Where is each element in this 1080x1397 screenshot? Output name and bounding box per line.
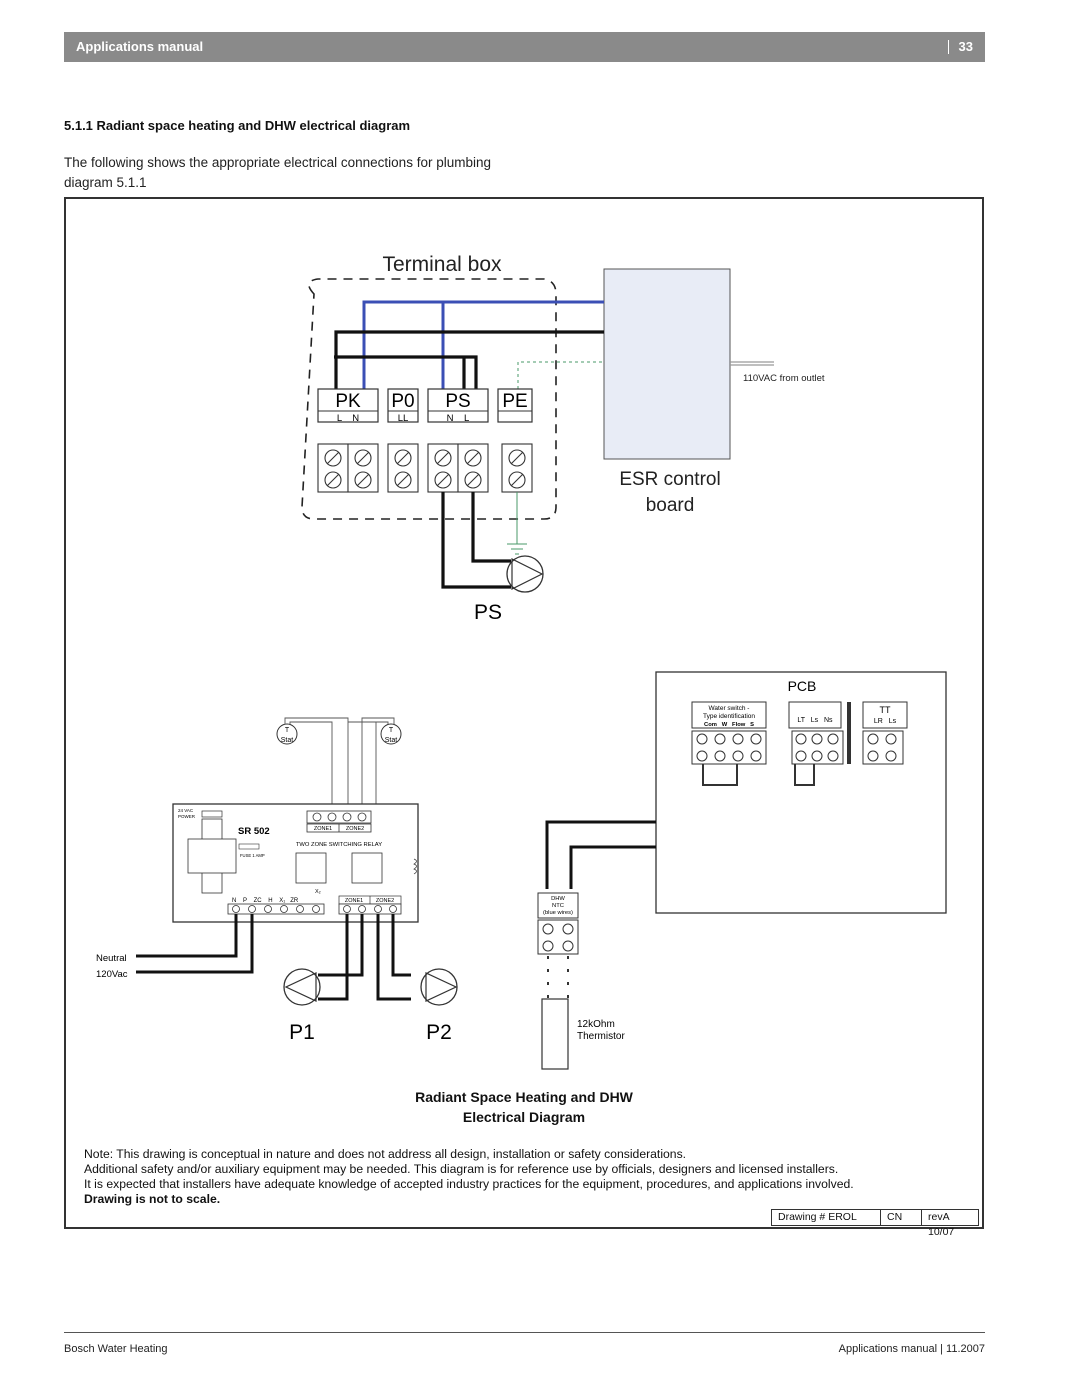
footer-rule: [64, 1332, 985, 1333]
drawing-code: CN: [881, 1210, 922, 1225]
drawing-number: Drawing # EROL: [772, 1210, 881, 1225]
terminal-pk-label: PK: [335, 391, 361, 412]
drawing-tag: [771, 1209, 979, 1238]
stat-2-label: Stat: [384, 737, 398, 744]
p2-wire-2: [393, 914, 411, 975]
relay-x2: X₂: [315, 889, 321, 895]
header-title: Applications manual: [76, 39, 204, 54]
note-prefix: Note:: [84, 1147, 114, 1161]
pcb-divider: [847, 702, 851, 764]
electrical-diagram: [66, 199, 982, 1079]
relay-bottom-pins: N P ZC H X₁ ZR: [232, 898, 299, 904]
green-ground-wire: [518, 362, 604, 389]
esr-label-1: ESR control: [619, 469, 721, 490]
pump-ps-label: PS: [473, 601, 503, 624]
stat-1-label: Stat: [280, 737, 294, 744]
pcb-title: PCB: [787, 678, 817, 694]
voltage-label: 120Vac: [96, 969, 128, 980]
figure-caption: [66, 1087, 982, 1127]
pump-p2-label: P2: [426, 1021, 452, 1044]
header-bar: [64, 32, 985, 62]
pump-ps-wire-2: [473, 492, 511, 561]
note-line-1: This drawing is conceptual in nature and does not address all design, installation or safety considerations.: [113, 1147, 687, 1161]
footer-left: Bosch Water Heating: [64, 1343, 168, 1355]
esr-board: [604, 269, 730, 459]
relay-power-2: POWER: [178, 814, 196, 819]
black-wire-1: [336, 332, 604, 389]
pump-p1-label: P1: [289, 1021, 315, 1044]
caption-line-2: Electrical Diagram: [462, 1109, 586, 1125]
header-separator: [948, 40, 949, 54]
relay-title: TWO ZONE SWITCHING RELAY: [295, 842, 383, 848]
stat-2-t: T: [388, 727, 394, 734]
footer-right: Applications manual | 11.2007: [838, 1343, 985, 1355]
note-line-3: It is expected that installers have adequate knowledge of accepted industry practices for the equipment, procedures, and applications involved.: [84, 1177, 854, 1191]
relay-1-icon: [296, 853, 326, 883]
intro-paragraph: The following shows the appropriate electrical connections for plumbing diagram 5.1.1: [64, 155, 491, 190]
relay-bottom-terminals: [228, 904, 401, 914]
relay-fuse: FUSE 1 AMP: [240, 853, 265, 858]
note-line-4: Drawing is not to scale.: [84, 1192, 221, 1206]
dhw-line2: NTC: [552, 903, 564, 909]
terminal-pk-pins: L N: [336, 413, 360, 424]
drawing-revision: revA 10/07: [928, 1211, 955, 1238]
thermistor-line1: 12kOhm: [577, 1019, 615, 1030]
caption-line-1: Radiant Space Heating and DHW: [415, 1089, 633, 1105]
relay-model: SR 502: [238, 826, 270, 837]
figure-frame: [64, 197, 984, 1238]
terminal-ps-pins: N L: [446, 413, 470, 424]
stat-1-t: T: [284, 727, 290, 734]
relay-bottom-zone1: ZONE1: [344, 898, 364, 904]
thermistor-icon: [542, 999, 568, 1069]
water-switch-line2: Type identification: [702, 713, 756, 720]
dhw-wire-2: [571, 847, 656, 889]
lt-label-box: [789, 702, 841, 728]
page-number: 33: [958, 39, 973, 54]
pump-p1-icon: [284, 969, 320, 1005]
dhw-screw-terminals: [538, 920, 578, 954]
relay-bottom-zone2: ZONE2: [375, 898, 395, 904]
dhw-line1: DHW: [551, 896, 565, 902]
terminal-p0-pins: LL: [397, 413, 409, 424]
dhw-line3: (blue wires): [543, 910, 573, 916]
terminal-p0-label: P0: [391, 391, 415, 412]
water-switch-line1: Water switch -: [708, 705, 750, 712]
stat-1-wire-2: [328, 718, 348, 811]
dhw-wire-1: [547, 822, 656, 889]
note-line-2: Additional safety and/or auxiliary equipment may be needed. This diagram is for reference use by officials, designers and licensed installers.: [84, 1162, 839, 1176]
pcb-screw-terminals: [692, 731, 903, 764]
esr-label-2: board: [645, 495, 695, 516]
p1-wire-2: [318, 914, 362, 975]
terminal-screw-block: [318, 444, 532, 492]
pump-ps-wire-1: [443, 492, 511, 587]
water-switch-pins: Com W Flow S: [704, 722, 754, 728]
tt-pins: LR Ls: [873, 718, 897, 725]
thermistor-line2: Thermistor: [577, 1031, 625, 1042]
relay-top-zone1: ZONE1: [313, 826, 333, 832]
terminal-ps-label: PS: [445, 391, 471, 412]
disclaimer-note: [84, 1147, 964, 1207]
relay-2-icon: [352, 853, 382, 883]
terminal-pe-label: PE: [502, 391, 528, 412]
blue-wire-1: [364, 302, 604, 389]
lt-pins: LT Ls Ns: [797, 717, 833, 724]
p1-wire-1: [318, 914, 347, 999]
relay-power-1: 24 VAC: [178, 808, 194, 813]
terminal-box-title: Terminal box: [382, 253, 502, 276]
tt-title: TT: [879, 705, 891, 715]
neutral-label: Neutral: [96, 953, 127, 964]
black-wire-2: [334, 357, 476, 389]
section-heading: 5.1.1 Radiant space heating and DHW electrical diagram: [64, 118, 411, 133]
relay-top-zone2: ZONE2: [345, 826, 365, 832]
power-note: 110VAC from outlet: [743, 373, 825, 384]
